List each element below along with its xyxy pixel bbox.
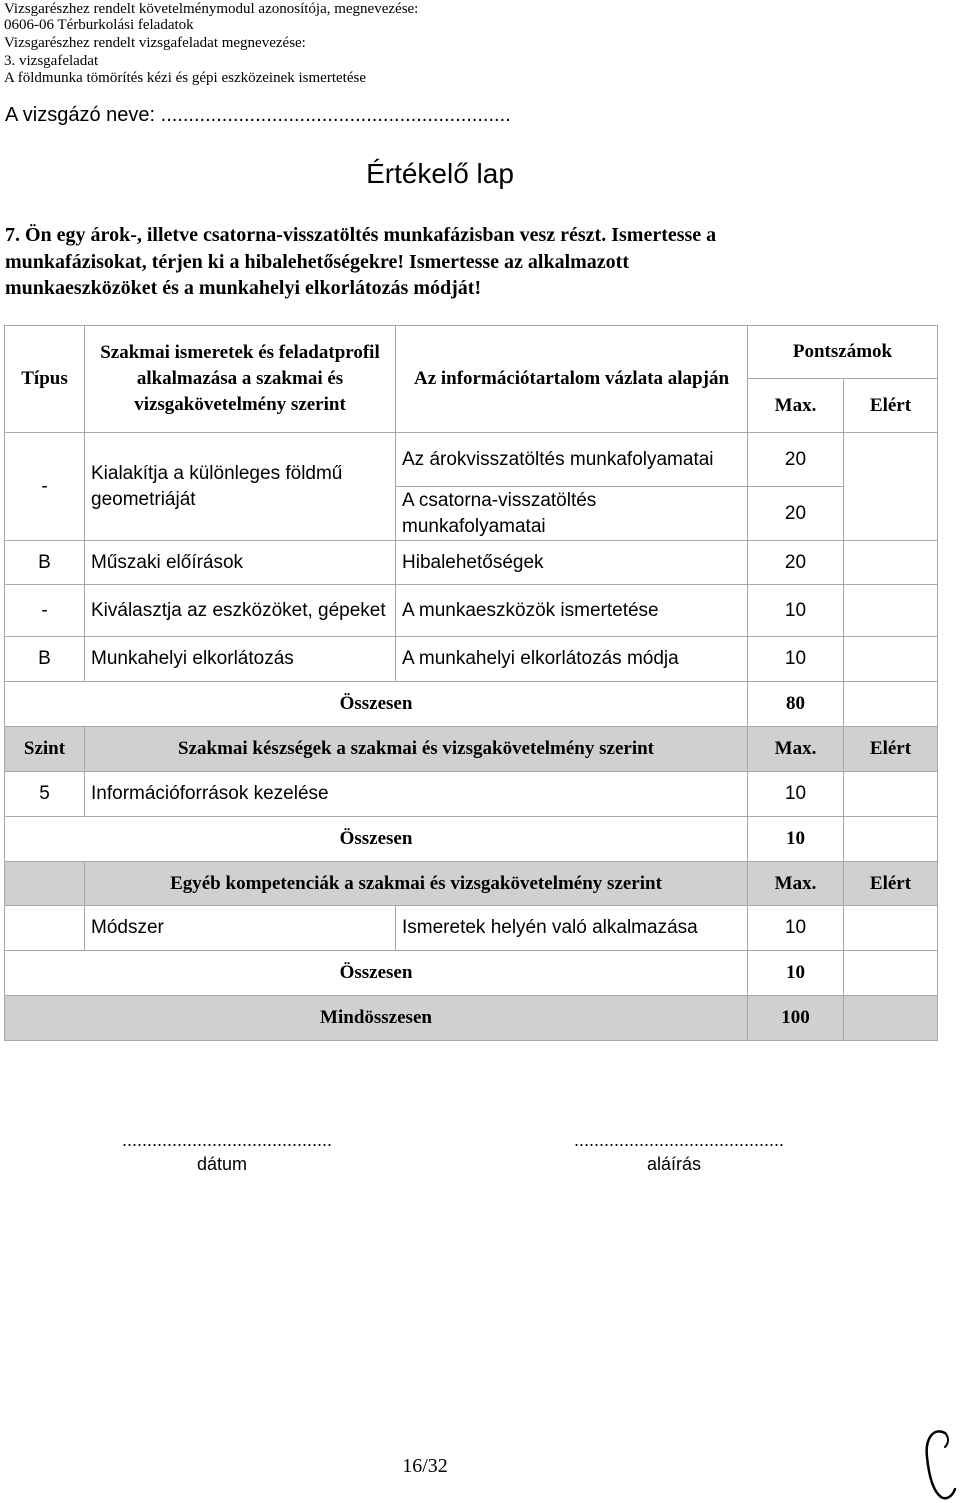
task-statement — [5, 222, 875, 302]
task-line-3: munkaeszközöket és a munkahelyi elkorlátozás módját! — [5, 277, 482, 299]
row-tipus: - — [5, 585, 85, 637]
task-line-1: 7. Ön egy árok-, illetve csatorna-visszatöltés munkafázisban vesz részt. Ismertesse a — [5, 224, 717, 246]
header-max: Max. — [748, 862, 844, 906]
header-other: Egyéb kompetenciák a szakmai és vizsgakövetelmény szerint — [85, 862, 748, 906]
table-row — [5, 772, 938, 817]
header-info: Az információtartalom vázlata alapján — [396, 326, 748, 433]
row-tipus: B — [5, 541, 85, 585]
evaluation-table — [4, 325, 938, 1041]
row-elert — [844, 772, 938, 817]
total-row — [5, 682, 938, 727]
row-max: 10 — [748, 772, 844, 817]
header-max: Max. — [748, 727, 844, 772]
row-szakmai: Kialakítja a különleges földmű geometriáját — [85, 433, 396, 541]
header-module-label: Vizsgarészhez rendelt követelménymodul azonosítója, megnevezése: — [4, 1, 419, 17]
header-max: Max. — [748, 379, 844, 433]
other-header-row — [5, 862, 938, 906]
header-szakmai: Szakmai ismeretek és feladatprofil alkalmazása a szakmai és vizsgakövetelmény szerint — [85, 326, 396, 433]
table-row — [5, 541, 938, 585]
total-row — [5, 951, 938, 996]
grand-total-label: Mindösszesen — [5, 996, 748, 1041]
header-module-name: 0606-06 Térburkolási feladatok — [4, 17, 194, 33]
row-max: 20 — [748, 541, 844, 585]
row-max: 20 — [748, 487, 844, 541]
total-value: 10 — [748, 817, 844, 862]
row-info: A munkahelyi elkorlátozás módja — [396, 637, 748, 682]
row-info: A csatorna-visszatöltés munkafolyamatai — [396, 487, 748, 541]
grand-total-value: 100 — [748, 996, 844, 1041]
header-task-name: A földmunka tömörítés kézi és gépi eszközeinek ismertetése — [4, 70, 366, 86]
sign-signature-block — [574, 1128, 785, 1176]
row-szakmai: Műszaki előírások — [85, 541, 396, 585]
row-szint: 5 — [5, 772, 85, 817]
header-task-label: Vizsgarészhez rendelt vizsgafeladat megnevezése: — [4, 35, 306, 51]
date-signature-block — [122, 1128, 333, 1176]
table-row — [5, 906, 938, 951]
task-line-2: munkafázisokat, térjen ki a hibalehetőségekre! Ismertesse az alkalmazott — [5, 250, 629, 273]
row-info: Ismeretek helyén való alkalmazása — [396, 906, 748, 951]
sign-dots: .......................................... — [574, 1130, 785, 1150]
pen-mark-icon — [915, 1425, 960, 1503]
row-max: 20 — [748, 433, 844, 487]
table-row — [5, 585, 938, 637]
row-max: 10 — [748, 637, 844, 682]
skills-header-row — [5, 727, 938, 772]
page-title: Értékelő lap — [366, 158, 514, 189]
header-tipus: Típus — [5, 326, 85, 433]
row-tipus: B — [5, 637, 85, 682]
total-value: 80 — [748, 682, 844, 727]
row-info: Hibalehetőségek — [396, 541, 748, 585]
total-label: Összesen — [5, 951, 748, 996]
table-row — [5, 637, 938, 682]
header-pontszamok: Pontszámok — [748, 326, 938, 379]
date-label: dátum — [196, 1154, 248, 1174]
total-elert — [844, 817, 938, 862]
page-number: 16/32 — [402, 1455, 448, 1477]
row-tipus: - — [5, 433, 85, 541]
candidate-name-line: A vizsgázó neve: ............................................................... — [5, 104, 511, 126]
sign-label: aláírás — [646, 1154, 702, 1174]
row-other: Módszer — [85, 906, 396, 951]
total-label: Összesen — [5, 817, 748, 862]
total-value: 10 — [748, 951, 844, 996]
header-elert: Elért — [844, 862, 938, 906]
row-info: Az árokvisszatöltés munkafolyamatai — [396, 433, 748, 487]
row-max: 10 — [748, 906, 844, 951]
row-elert — [844, 906, 938, 951]
total-row — [5, 817, 938, 862]
header-elert: Elért — [844, 379, 938, 433]
header-skills: Szakmai készségek a szakmai és vizsgakövetelmény szerint — [85, 727, 748, 772]
header-empty — [5, 862, 85, 906]
header-elert: Elért — [844, 727, 938, 772]
total-label: Összesen — [5, 682, 748, 727]
row-info: A munkaeszközök ismertetése — [396, 585, 748, 637]
row-szakmai: Kiválasztja az eszközöket, gépeket — [85, 585, 396, 637]
row-elert — [844, 585, 938, 637]
row-szakmai: Munkahelyi elkorlátozás — [85, 637, 396, 682]
total-elert — [844, 682, 938, 727]
grand-total-elert — [844, 996, 938, 1041]
grand-total-row — [5, 996, 938, 1041]
row-elert — [844, 637, 938, 682]
total-elert — [844, 951, 938, 996]
row-empty — [5, 906, 85, 951]
table-row — [5, 433, 938, 487]
date-dots: .......................................... — [122, 1130, 333, 1150]
row-elert — [844, 433, 938, 541]
row-skill: Információforrások kezelése — [85, 772, 748, 817]
header-szint: Szint — [5, 727, 85, 772]
header-task-number: 3. vizsgafeladat — [4, 53, 99, 69]
row-elert — [844, 541, 938, 585]
row-max: 10 — [748, 585, 844, 637]
